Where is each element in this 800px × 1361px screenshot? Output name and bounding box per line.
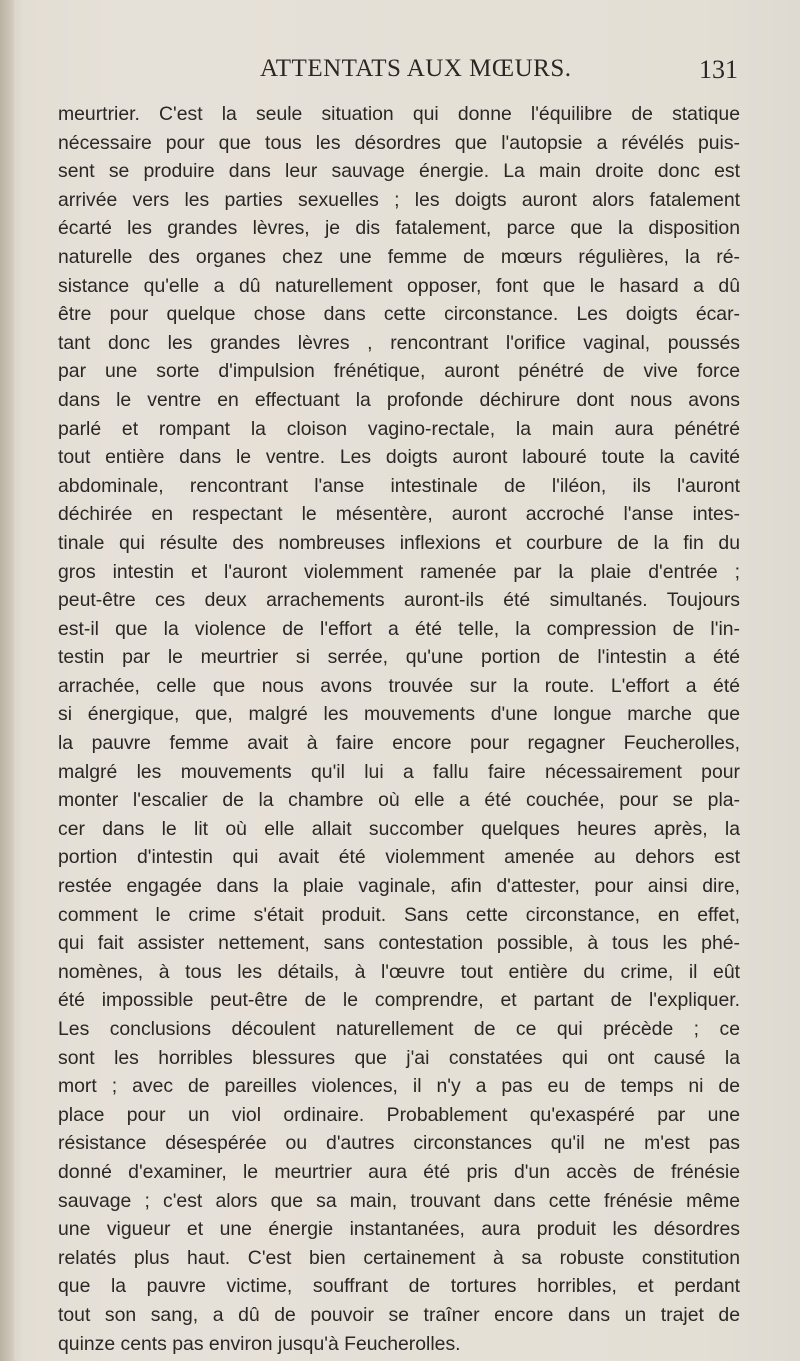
text-line: tinale qui résulte des nombreuses inflexions et courbure de la fin du: [58, 531, 740, 554]
text-line: été impossible peut-être de le comprendre, et partant de l'expliquer.: [58, 989, 740, 1012]
text-line: sauvage ; c'est alors que sa main, trouvant dans cette frénésie même: [58, 1189, 740, 1212]
text-line: si énergique, que, malgré les mouvements d'une longue marche que: [58, 703, 740, 726]
text-line: mort ; avec de pareilles violences, il n'y a pas eu de temps ni de: [58, 1075, 740, 1098]
text-line: la pauvre femme avait à faire encore pour regagner Feucherolles,: [58, 732, 740, 755]
text-line: est-il que la violence de l'effort a été telle, la compression de l'in-: [58, 617, 740, 640]
page-number: 131: [699, 55, 738, 84]
text-line: déchirée en respectant le mésentère, auront accroché l'anse intes-: [58, 503, 740, 526]
text-line: gros intestin et l'auront violemment ramenée par la plaie d'entrée ;: [58, 560, 740, 583]
page-gutter-shadow: [0, 0, 14, 1361]
text-line: sent se produire dans leur sauvage énergie. La main droite donc est: [58, 160, 740, 183]
text-line: restée engagée dans la plaie vaginale, afin d'attester, pour ainsi dire,: [58, 875, 740, 898]
text-line: monter l'escalier de la chambre où elle a été couchée, pour se pla-: [58, 789, 740, 812]
text-line: dans le ventre en effectuant la profonde déchirure dont nous avons: [58, 388, 740, 411]
text-line: malgré les mouvements qu'il lui a fallu faire nécessairement pour: [58, 760, 740, 783]
text-line: tout entière dans le ventre. Les doigts auront labouré toute la cavité: [58, 446, 740, 469]
running-title: ATTENTATS AUX MŒURS.: [260, 55, 572, 82]
text-line: une vigueur et une énergie instantanées, aura produit les désordres: [58, 1218, 740, 1241]
text-line: portion d'intestin qui avait été violemment amenée au dehors est: [58, 846, 740, 869]
text-line: résistance désespérée ou d'autres circonstances qu'il ne m'est pas: [58, 1132, 740, 1155]
text-line: nécessaire pour que tous les désordres que l'autopsie a révélés puis-: [58, 131, 740, 154]
text-line: tant donc les grandes lèvres , rencontrant l'orifice vaginal, poussés: [58, 331, 740, 354]
text-line: cer dans le lit où elle allait succomber quelques heures après, la: [58, 817, 740, 840]
text-line: être pour quelque chose dans cette circonstance. Les doigts écar-: [58, 303, 740, 326]
text-line: naturelle des organes chez une femme de mœurs régulières, la ré-: [58, 245, 740, 268]
text-line: arrivée vers les parties sexuelles ; les doigts auront alors fatalement: [58, 188, 740, 211]
text-line: que la pauvre victime, souffrant de tortures horribles, et perdant: [58, 1275, 740, 1298]
text-line: sont les horribles blessures que j'ai constatées qui ont causé la: [58, 1046, 740, 1069]
text-line: donné d'examiner, le meurtrier aura été pris d'un accès de frénésie: [58, 1160, 740, 1183]
text-line: arrachée, celle que nous avons trouvée sur la route. L'effort a été: [58, 674, 740, 697]
text-line: sistance qu'elle a dû naturellement opposer, font que le hasard a dû: [58, 274, 740, 297]
text-line: peut-être ces deux arrachements auront-ils été simultanés. Toujours: [58, 589, 740, 612]
text-line: par une sorte d'impulsion frénétique, auront pénétré de vive force: [58, 360, 740, 383]
text-line: testin par le meurtrier si serrée, qu'une portion de l'intestin a été: [58, 646, 740, 669]
text-line: place pour un viol ordinaire. Probablement qu'exaspéré par une: [58, 1103, 740, 1126]
body-text: [58, 100, 740, 1358]
text-line: relatés plus haut. C'est bien certainement à sa robuste constitution: [58, 1246, 740, 1269]
text-line: écarté les grandes lèvres, je dis fatalement, parce que la disposition: [58, 217, 740, 240]
page-header: [60, 55, 738, 89]
text-line: comment le crime s'était produit. Sans cette circonstance, en effet,: [58, 903, 740, 926]
text-line: abdominale, rencontrant l'anse intestinale de l'iléon, ils l'auront: [58, 474, 740, 497]
text-line: tout son sang, a dû de pouvoir se traîner encore dans un trajet de: [58, 1303, 740, 1326]
text-line: Les conclusions découlent naturellement de ce qui précède ; ce: [58, 1018, 740, 1040]
text-line: parlé et rompant la cloison vagino-rectale, la main aura pénétré: [58, 417, 740, 440]
text-line: nomènes, à tous les détails, à l'œuvre tout entière du crime, il eût: [58, 960, 740, 983]
text-line: quinze cents pas environ jusqu'à Feucherolles.: [58, 1332, 461, 1355]
text-line: qui fait assister nettement, sans contestation possible, à tous les phé-: [58, 932, 740, 955]
text-line: meurtrier. C'est la seule situation qui donne l'équilibre de statique: [58, 103, 740, 125]
